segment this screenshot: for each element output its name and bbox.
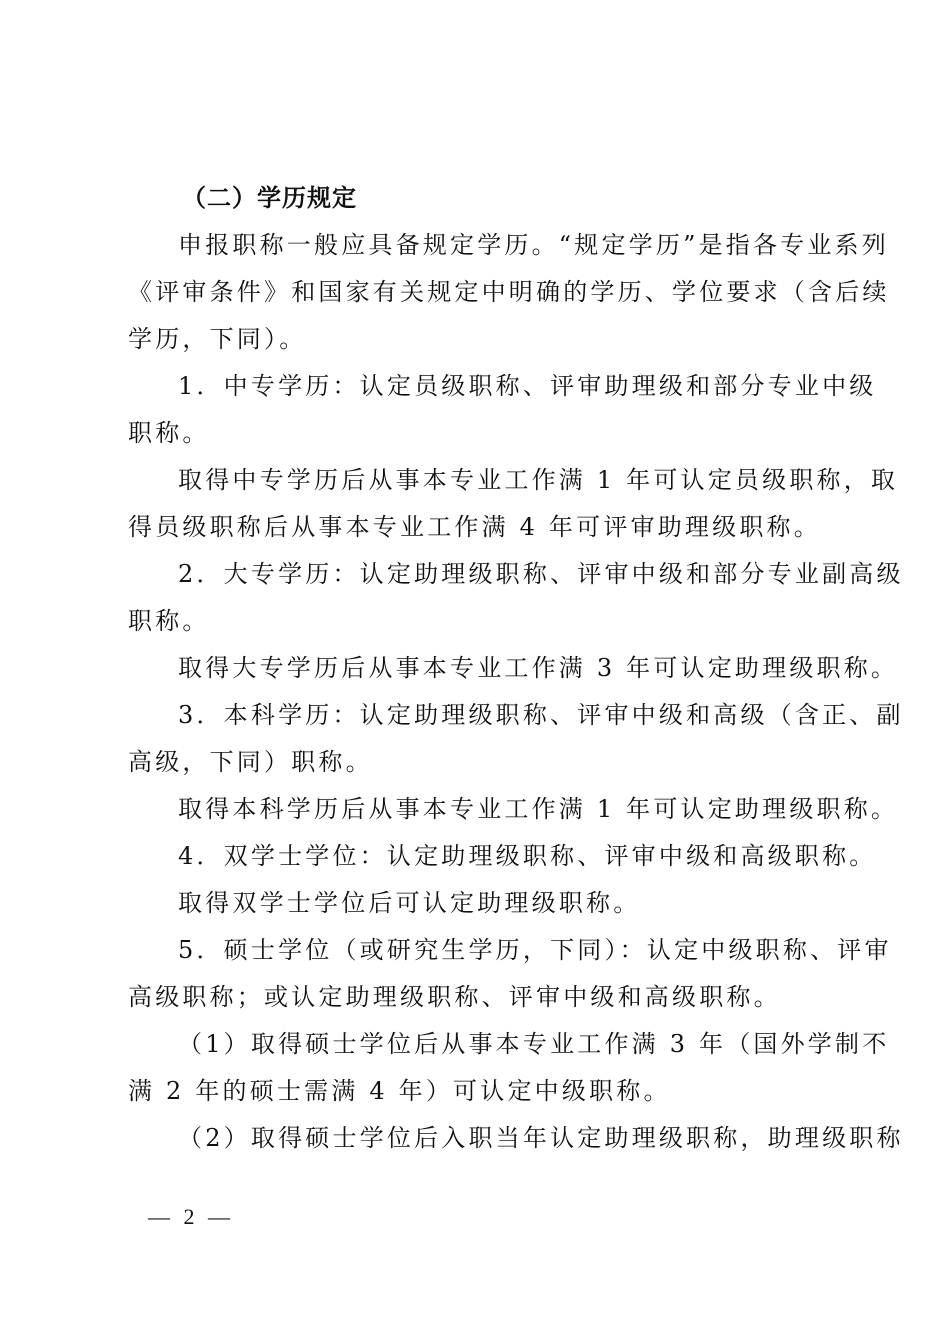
paragraph-line: 学历，下同）。 <box>128 325 307 353</box>
section-heading: （二）学历规定 <box>182 183 357 212</box>
paragraph-line: 取得大专学历后从事本专业工作满 3 年可认定助理级职称。 <box>178 654 899 682</box>
list-item-line: 5．硕士学位（或研究生学历，下同）：认定中级职称、评审 <box>178 936 892 964</box>
list-item-line: 1．中专学历：认定员级职称、评审助理级和部分专业中级 <box>178 372 877 400</box>
paragraph-line: 取得本科学历后从事本专业工作满 1 年可认定助理级职称。 <box>178 795 899 823</box>
paragraph-line: 得员级职称后从事本专业工作满 4 年可评审助理级职称。 <box>128 513 821 541</box>
sub-item-line: （1）取得硕士学位后从事本专业工作满 3 年（国外学制不 <box>178 1030 890 1058</box>
list-item-line: 2．大专学历：认定助理级职称、评审中级和部分专业副高级 <box>178 560 904 588</box>
list-item-line: 3．本科学历：认定助理级职称、评审中级和高级（含正、副 <box>178 701 904 729</box>
list-item-line: 职称。 <box>128 607 210 635</box>
sub-item-line: 满 2 年的硕士需满 4 年）可认定中级职称。 <box>128 1077 671 1105</box>
paragraph-line: 申报职称一般应具备规定学历。“规定学历”是指各专业系列 <box>178 231 889 259</box>
list-item-line: 高级，下同）职称。 <box>128 748 373 776</box>
page-number: — 2 — <box>148 1204 234 1229</box>
paragraph-line: 取得双学士学位后可认定助理级职称。 <box>178 889 641 917</box>
paragraph-line: 取得中专学历后从事本专业工作满 1 年可认定员级职称，取 <box>178 466 899 494</box>
list-item-line: 职称。 <box>128 419 210 447</box>
list-item-line: 高级职称；或认定助理级职称、评审中级和高级职称。 <box>128 983 781 1011</box>
sub-item-line: （2）取得硕士学位后入职当年认定助理级职称，助理级职称 <box>178 1124 904 1152</box>
paragraph-line: 《评审条件》和国家有关规定中明确的学历、学位要求（含后续 <box>128 278 890 306</box>
list-item-line: 4．双学士学位：认定助理级职称、评审中级和高级职称。 <box>178 842 877 870</box>
